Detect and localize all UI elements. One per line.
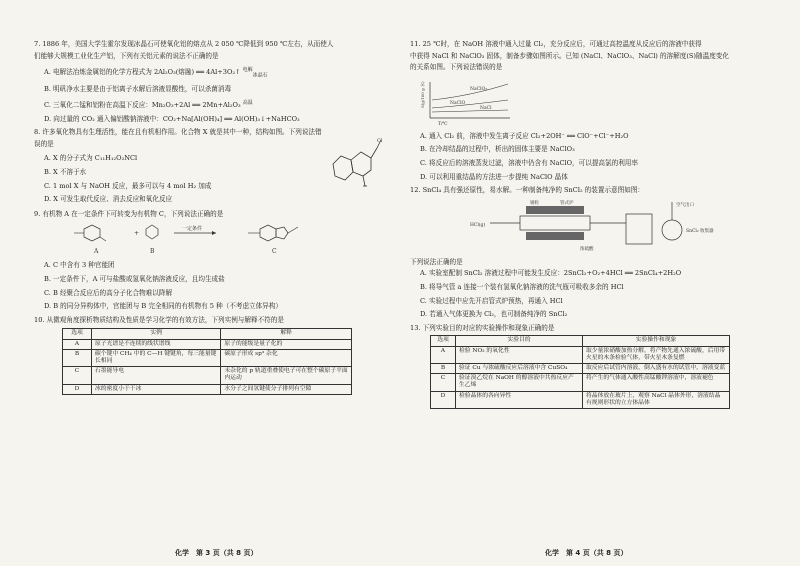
left-page bbox=[34, 40, 392, 395]
compound-a-label: A bbox=[94, 248, 99, 256]
q10-table bbox=[62, 328, 352, 394]
q9-option-d: D. B 的同分异构体中，官能团与 B 完全相同的有机物有 5 种（不考虑立体异构） bbox=[44, 302, 283, 311]
q7-stem-1: 7. 1886 年，美国大学生霍尔发现冰晶石可使氧化铝的熔点从 2 050 ℃降低到 950 ℃左右，从而使人 bbox=[34, 40, 334, 48]
q10-stem: 10. 从微观角度探析物质结构及性质是学习化学的有效方法，下列实例与解释不符的是 bbox=[34, 315, 284, 324]
q7-option-b: B. 明矾净水主要是由于铝离子水解后溶液显酸性，可以杀菌消毒 bbox=[44, 85, 232, 94]
tube-furnace-label: 管式炉 bbox=[560, 200, 574, 206]
page-footer-left: 化学 第 3 页（共 8 页） bbox=[175, 549, 258, 557]
q10-table-header: 选项 实例 解释 bbox=[63, 329, 352, 339]
q13-stem: 13. 下列实验目的对应的实验操作和现象正确的是 bbox=[410, 323, 555, 332]
q7-option-a: A. 电解法冶炼金属铝的化学方程式为 2Al₂O₃(熔融) ══ 4Al+3O₂↑ $^{电解}_{冰晶石}$ bbox=[44, 67, 268, 79]
q8-option-a: A. X 的分子式为 C₁₁H₁₂O₂NCl bbox=[44, 154, 138, 163]
q11-option-d: D. 可以利用重结晶的方法进一步提纯 NaClO 晶体 bbox=[420, 172, 568, 181]
q8-stem-1: 8. 许多氧化物具有生理活性，能在且有机相作用。化合物 X 就是其中一种，结构如图。下列说法错 bbox=[34, 128, 322, 137]
right-page bbox=[410, 40, 775, 409]
q12-apparatus-figure bbox=[410, 198, 775, 252]
table-row: C 验证溴乙烷在 NaOH 的醇溶液中共热反应产生乙烯 将产生的气体通入酸性高锰酸钾溶液中，溶液褪色 bbox=[431, 374, 730, 391]
q8-option-c: C. 1 mol X 与 NaOH 反应，最多可以与 4 mol H₂ 加成 bbox=[44, 181, 212, 190]
q11-figure bbox=[410, 78, 775, 126]
q9-stem: 9. 有机物 A 在一定条件下可转变为有机物 C，下列说法正确的是 bbox=[34, 209, 224, 218]
q7-option-c: C. 三氧化二锰和铝粉在高温下反应：Mn₂O₃+2Al ══ 2Mn+Al₂O₃ $^{高温}$ bbox=[44, 99, 253, 110]
tin-label: 锡粒 bbox=[530, 200, 539, 206]
q7-stem-2: 们能够大规模工业化生产铝，下列有关铝元素的说法不正确的是 bbox=[34, 51, 219, 60]
q11-stem-2: 中获得 NaCl 和 NaClO₃ 固体，制备步骤如图所示。已知 (NaCl、NaClO₃、NaCl) 的溶解度(S)随温度变化 bbox=[410, 51, 729, 60]
air-outlet-label: 空气出口 bbox=[676, 202, 694, 208]
q8-stem-2: 误的是 bbox=[34, 139, 54, 148]
chlorine-label: Cl bbox=[377, 137, 383, 144]
q11-stem-1: 11. 25 ℃时，在 NaOH 溶液中通入过量 Cl₂，充分反应后，可通过高控温度从反应后的溶液中获得 bbox=[410, 40, 702, 48]
q7-option-d: D. 向过量的 CO₂ 通入偏铝酸钠溶液中：CO₂+Na[Al(OH)₄] ══ Al(OH)₃↓+NaHCO₃ bbox=[44, 114, 300, 123]
hcl-gas-label: HCl(g) bbox=[470, 222, 486, 228]
q11-stem-3: 的关系如图。下列说法错误的是 bbox=[410, 63, 503, 72]
q12-option-b: B. 将导气管 a 连接一个装有氢氧化钠溶液的洗气瓶可吸收多余的 HCl bbox=[420, 282, 624, 291]
q8-option-b: B. X 不溶于水 bbox=[44, 168, 87, 177]
compound-x-structure bbox=[319, 134, 389, 196]
reaction-scheme bbox=[34, 221, 354, 255]
lab-apparatus bbox=[410, 198, 770, 252]
q12-prompt: 下列说法正确的是 bbox=[410, 257, 463, 266]
q11-option-a: A. 通入 Cl₂ 前，溶液中发生离子反应 Cl₂+2OH⁻ ══ ClO⁻+Cl⁻+H₂O bbox=[420, 131, 629, 140]
conc-sulfuric-label: 浓硫酸 bbox=[580, 246, 594, 252]
table-row: A 检验 NO₂ 的氧化性 取少量浓硝酸加热分解，将产物先通入浓硫酸，后用带火星的木条检验气体，带火星木条复燃 bbox=[431, 346, 730, 363]
q9-option-c: C. B 经聚合反应后的高分子化合物难以降解 bbox=[44, 288, 173, 297]
q9-reaction-figure bbox=[34, 221, 392, 255]
q12-option-d: D. 若通入气体更换为 Cl₂，也可制备纯净的 SnCl₂ bbox=[420, 310, 568, 319]
q12-stem: 12. SnCl₄ 具有强还原性，易水解。一种制备纯净的 SnCl₂ 的装置示意图如图： bbox=[410, 186, 645, 195]
page-footer-right: 化学 第 4 页（共 8 页） bbox=[545, 549, 628, 557]
sncl2-collector-label: SnCl₂ 收集器 bbox=[686, 228, 714, 234]
table-row: B 验证 Cu 与浓硫酸反应后溶液中含 CuSO₄ 取反应后试管内溶液，倒入盛有水的试管中，溶液变蓝 bbox=[431, 363, 730, 373]
table-row: D 冰的密度小于干冰 水分子之间氢键使分子排列有空隙 bbox=[63, 384, 352, 394]
series-nacl-label: NaCl bbox=[480, 105, 492, 111]
compound-b-label: B bbox=[150, 248, 155, 256]
chart-y-label: S(g/100 g 水) bbox=[420, 81, 425, 108]
q9-option-a: A. C 中含有 3 种官能团 bbox=[44, 261, 115, 270]
q12-option-a: A. 实验室配制 SnCl₂ 溶液过程中可能发生反应：2SnCl₂+O₂+4HCl ══ 2SnCl₄+2H₂O bbox=[420, 269, 682, 278]
table-row: D 检验晶体的各向异性 将晶体放在玻片上，观察 NaCl 晶体外形，溶液结晶有规则形状的立方体晶体 bbox=[431, 391, 730, 408]
chart-x-label: T/℃ bbox=[438, 121, 448, 126]
q13-table-header: 选项 实验目的 实验操作和现象 bbox=[431, 336, 730, 346]
q11-option-b: B. 在冷却结晶的过程中，析出的固体主要是 NaClO₃ bbox=[420, 145, 575, 154]
q8-block bbox=[34, 137, 392, 210]
q9-option-b: B. 一定条件下，A 可与盐酸或氢氧化钠溶液反应，且均生成盐 bbox=[44, 275, 225, 284]
table-row: A 原子光谱是不连续的线状谱线 原子的能级是量子化的 bbox=[63, 339, 352, 349]
series-naclo3-label: NaClO₃ bbox=[470, 86, 487, 92]
compound-c-label: C bbox=[272, 248, 277, 256]
table-row: B 碳个键中 CH₄ 中的 C—H 键键角，每三能量键长相同 碳原子形成 sp³ 杂化 bbox=[63, 349, 352, 366]
series-naclo-label: NaClO bbox=[450, 100, 466, 106]
q11-option-c: C. 将反应后的溶液蒸发过滤，溶液中仍含有 NaClO，可以提高氯的利用率 bbox=[420, 158, 638, 167]
table-row: C 石墨能导电 未杂化的 p 轨道重叠使电子可在整个碳原子平面内运动 bbox=[63, 367, 352, 384]
q8-option-d: D. X 可发生取代反应、消去反应和氧化反应 bbox=[44, 195, 173, 204]
q13-table bbox=[430, 335, 730, 409]
svg-text:+: + bbox=[134, 230, 140, 238]
reaction-condition: 一定条件 bbox=[182, 226, 203, 233]
q11-solubility-and-flow bbox=[410, 78, 770, 126]
q12-option-c: C. 实验过程中应先开启管式炉预热，再通入 HCl bbox=[420, 296, 563, 305]
